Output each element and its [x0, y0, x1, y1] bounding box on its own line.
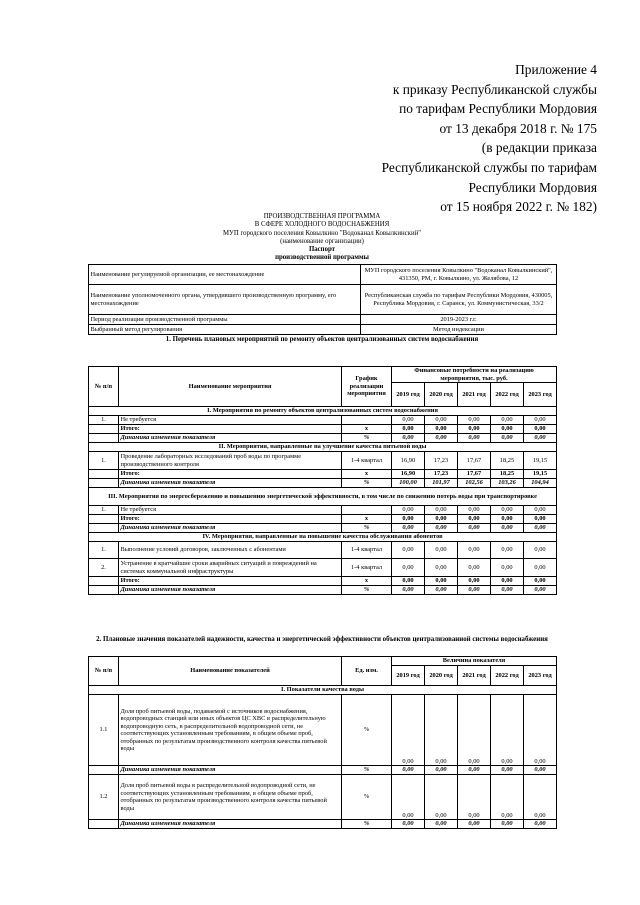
measures-table: [88, 366, 557, 595]
empty-cell: [89, 524, 119, 533]
header-line: Республиканской службы по тарифам: [381, 159, 597, 175]
table-row: [89, 542, 557, 559]
dynamics-label: Динамика изменения показателя: [119, 524, 342, 533]
cell-value: 0,00: [392, 542, 425, 559]
cell-value: 0,00: [524, 542, 557, 559]
empty-cell: [89, 820, 119, 829]
passport-subtitle: производственной программы: [275, 254, 369, 262]
cell-value: 17,23: [425, 470, 458, 479]
cell-value: 0,00: [524, 586, 557, 595]
passport-row: [89, 285, 557, 315]
cell-value: 102,56: [458, 479, 491, 488]
cell-value: 0,00: [425, 695, 458, 766]
cell-value: 0,00: [524, 577, 557, 586]
cell-value: 0,00: [458, 577, 491, 586]
cell-value: 0,00: [458, 559, 491, 577]
cell-value: 0,00: [392, 506, 425, 515]
table-row: [89, 452, 557, 470]
cell-value: 0,00: [425, 820, 458, 829]
cell-value: 16,90: [392, 452, 425, 470]
row-schedule: 1-4 квартал: [342, 542, 392, 559]
group-title: I. Мероприятия по ремонту объектов централизованных систем водоснабжения: [89, 407, 557, 416]
row-num: 1.: [89, 506, 119, 515]
group-title-row: [89, 407, 557, 416]
cell-value: 0,00: [392, 425, 425, 434]
table-row: [89, 775, 557, 820]
empty-cell: [89, 434, 119, 443]
cell-value: 0,00: [458, 820, 491, 829]
cell-value: 0,00: [425, 434, 458, 443]
cell-value: 0,00: [458, 524, 491, 533]
cell-value: 0,00: [392, 586, 425, 595]
cell-value: 0,00: [458, 506, 491, 515]
header-line: от 15 ноября 2022 г. № 182): [440, 199, 597, 215]
col-value: Величина показателя: [392, 657, 557, 666]
dynamics-row: [89, 524, 557, 533]
total-row: [89, 425, 557, 434]
table-row: [89, 506, 557, 515]
group-title-row: [89, 686, 557, 695]
row-name: Доля проб питьевой воды в распределительной водопроводной сети, не соответствующих установленным требованиям, в общем объеме проб, отобранных по результатам производственного контроля качества питьевой воды: [119, 775, 342, 820]
passport-value: 2019-2023 г.г.: [361, 315, 557, 325]
header-line: Приложение 4: [515, 62, 597, 77]
program-title: ПРОИЗВОДСТВЕННАЯ ПРОГРАММА: [263, 213, 381, 220]
passport-value: Республиканская служба по тарифам Республики Мордовия, 430005, Республика Мордовия, г. Саранск, ул. Коммунистическая, 33/2: [361, 285, 557, 315]
group-title-row: [89, 533, 557, 542]
col-year: 2021 год: [458, 666, 491, 686]
cell-value: 0,00: [392, 416, 425, 425]
col-year: 2020 год: [425, 383, 458, 407]
cell-value: 0,00: [491, 820, 524, 829]
total-label: Итого:: [119, 577, 342, 586]
col-year: 2023 год: [524, 383, 557, 407]
cell-value: 0,00: [491, 515, 524, 524]
passport-row: [89, 315, 557, 325]
dynamics-label: Динамика изменения показателя: [119, 766, 342, 775]
cell-value: 18,25: [491, 452, 524, 470]
cell-value: 0,00: [458, 515, 491, 524]
cell-value: 0,00: [524, 695, 557, 766]
cell-value: 17,67: [458, 452, 491, 470]
cell-value: 0,00: [458, 775, 491, 820]
cell-value: 0,00: [491, 766, 524, 775]
cell-value: 0,00: [425, 542, 458, 559]
row-unit: %: [342, 695, 392, 766]
passport-row: [89, 265, 557, 285]
cell-value: 0,00: [524, 425, 557, 434]
total-row: [89, 470, 557, 479]
cell-value: 0,00: [491, 577, 524, 586]
passport-label: Наименование уполномоченного органа, утвердившего производственную программу, его местонахождение: [89, 285, 361, 315]
group-title: IV. Мероприятия, направленные на повышение качества обслуживания абонентов: [89, 533, 557, 542]
total-unit: х: [342, 577, 392, 586]
row-name: Проведение лабораторных исследований проб воды по программе производственного контроля: [119, 452, 342, 470]
total-unit: х: [342, 470, 392, 479]
cell-value: 0,00: [524, 515, 557, 524]
section-heading-1: 1. Перечень плановых мероприятий по ремонту объектов централизованных систем водоснабжения: [165, 336, 479, 343]
col-year: 2019 год: [392, 383, 425, 407]
dynamics-row: [89, 766, 557, 775]
row-name: Не требуется: [119, 506, 342, 515]
section-heading-2: 2. Плановые значения показателей надежности, качества и энергетической эффективности объектов централизованной системы водоснабжения: [96, 636, 548, 643]
indicators-table: [88, 656, 557, 829]
cell-value: 100,00: [392, 479, 425, 488]
cell-value: 19,15: [524, 470, 557, 479]
passport-row: [89, 325, 557, 335]
cell-value: 0,00: [491, 559, 524, 577]
total-label: Итого:: [119, 470, 342, 479]
row-num: 1.: [89, 452, 119, 470]
passport-table: [88, 264, 557, 335]
passport-label: Выбранный метод регулирования: [89, 325, 361, 335]
dynamics-row: [89, 820, 557, 829]
cell-value: 0,00: [524, 506, 557, 515]
passport-value: Метод индексации: [361, 325, 557, 335]
cell-value: 0,00: [392, 695, 425, 766]
cell-value: 19,15: [524, 452, 557, 470]
cell-value: 0,00: [524, 434, 557, 443]
dynamics-unit: %: [342, 766, 392, 775]
cell-value: 17,23: [425, 452, 458, 470]
cell-value: 0,00: [425, 515, 458, 524]
appendix-header: [267, 60, 597, 217]
total-unit: х: [342, 515, 392, 524]
cell-value: 0,00: [425, 586, 458, 595]
cell-value: 103,26: [491, 479, 524, 488]
header-line: Республики Мордовия: [468, 179, 597, 195]
cell-value: 17,67: [458, 470, 491, 479]
row-num: 1.2: [89, 775, 119, 820]
col-year: 2022 год: [491, 666, 524, 686]
dynamics-label: Динамика изменения показателя: [119, 820, 342, 829]
cell-value: 0,00: [458, 425, 491, 434]
dynamics-label: Динамика изменения показателя: [119, 479, 342, 488]
cell-value: 0,00: [458, 766, 491, 775]
cell-value: 0,00: [392, 775, 425, 820]
cell-value: 0,00: [425, 766, 458, 775]
passport-label: Период реализации производственной программы: [89, 315, 361, 325]
col-year: 2023 год: [524, 666, 557, 686]
empty-cell: [89, 586, 119, 595]
cell-value: 0,00: [458, 695, 491, 766]
dynamics-row: [89, 479, 557, 488]
cell-value: 0,00: [392, 559, 425, 577]
row-schedule: 1-4 квартал: [342, 559, 392, 577]
cell-value: 0,00: [392, 820, 425, 829]
col-year: 2019 год: [392, 666, 425, 686]
cell-value: 0,00: [524, 766, 557, 775]
dynamics-row: [89, 434, 557, 443]
passport-value: МУП городского поселения Ковылкино "Водоканал Ковылкинский", 431350, РМ, г. Ковылкино, ул. Желябова, 12: [361, 265, 557, 285]
total-unit: х: [342, 425, 392, 434]
col-name: Наименование мероприятия: [119, 367, 342, 407]
row-schedule: [342, 416, 392, 425]
cell-value: 0,00: [392, 766, 425, 775]
cell-value: 0,00: [425, 506, 458, 515]
organization-caption: (наименование организации): [280, 237, 364, 245]
row-schedule: 1-4 квартал: [342, 452, 392, 470]
dynamics-unit: %: [342, 524, 392, 533]
empty-cell: [89, 479, 119, 488]
col-year: 2020 год: [425, 666, 458, 686]
group-title: III. Мероприятия по энергосбережению и повышению энергетической эффективности, в том числе по снижению потерь воды при транспортировке: [89, 488, 557, 506]
cell-value: 0,00: [392, 515, 425, 524]
total-label: Итого:: [119, 515, 342, 524]
dynamics-label: Динамика изменения показателя: [119, 586, 342, 595]
row-num: 1.: [89, 542, 119, 559]
table-header-row: [89, 657, 557, 666]
group-title: I. Показатели качества воды: [89, 686, 557, 695]
dynamics-label: Динамика изменения показателя: [119, 434, 342, 443]
header-line: от 13 декабря 2018 г. № 175: [439, 120, 597, 136]
cell-value: 0,00: [491, 425, 524, 434]
cell-value: 0,00: [491, 524, 524, 533]
row-name: Не требуется: [119, 416, 342, 425]
cell-value: 0,00: [491, 586, 524, 595]
col-unit: Ед. изм.: [342, 657, 392, 686]
cell-value: 0,00: [425, 425, 458, 434]
cell-value: 0,00: [491, 506, 524, 515]
organization-name: МУП городского поселения Ковылкино "Водоканал Ковылкинский": [223, 229, 421, 237]
cell-value: 0,00: [392, 577, 425, 586]
dynamics-unit: %: [342, 479, 392, 488]
col-year: 2021 год: [458, 383, 491, 407]
row-name: Доля проб питьевой воды, подаваемой с источников водоснабжения, водопроводных станций или иных объектов ЦС ХВС в распределительную водопроводную сеть, в распределительной водопроводной сети, не соответствующих установленным требованиям, в общем объеме проб, отобранных по результатам производственного контроля качества питьевой воды: [119, 695, 342, 766]
row-name: Выполнение условий договоров, заключенных с абонентами: [119, 542, 342, 559]
header-line: (в редакции приказа: [481, 140, 597, 156]
table-row: [89, 695, 557, 766]
cell-value: 101,97: [425, 479, 458, 488]
row-unit: %: [342, 775, 392, 820]
cell-value: 0,00: [458, 586, 491, 595]
group-title: II. Мероприятия, направленные на улучшение качества питьевой воды: [89, 443, 557, 452]
cell-value: 0,00: [425, 416, 458, 425]
cell-value: 0,00: [491, 416, 524, 425]
dynamics-row: [89, 586, 557, 595]
empty-cell: [89, 470, 119, 479]
cell-value: 0,00: [425, 775, 458, 820]
empty-cell: [89, 425, 119, 434]
cell-value: 0,00: [524, 559, 557, 577]
cell-value: 18,25: [491, 470, 524, 479]
col-num: № п/п: [89, 367, 119, 407]
header-line: по тарифам Республики Мордовия: [399, 101, 597, 117]
row-name: Устранение в кратчайшие сроки аварийных ситуаций и повреждений на системах коммунальной инфраструктуры: [119, 559, 342, 577]
cell-value: 0,00: [491, 542, 524, 559]
dynamics-unit: %: [342, 434, 392, 443]
empty-cell: [89, 577, 119, 586]
cell-value: 0,00: [458, 416, 491, 425]
col-finance: Финансовые потребности на реализацию мероприятия, тыс. руб.: [392, 367, 557, 383]
passport-label: Наименование регулируемой организации, ее местонахождение: [89, 265, 361, 285]
row-num: 1.: [89, 416, 119, 425]
row-schedule: [342, 506, 392, 515]
cell-value: 0,00: [392, 434, 425, 443]
dynamics-unit: %: [342, 586, 392, 595]
cell-value: 0,00: [425, 559, 458, 577]
table-header-row: [89, 367, 557, 383]
col-num: № п/п: [89, 657, 119, 686]
cell-value: 0,00: [491, 775, 524, 820]
cell-value: 0,00: [524, 820, 557, 829]
cell-value: 0,00: [524, 524, 557, 533]
cell-value: 0,00: [425, 524, 458, 533]
cell-value: 0,00: [524, 416, 557, 425]
empty-cell: [89, 766, 119, 775]
col-schedule: График реализации мероприятия: [342, 367, 392, 407]
group-title-row: [89, 488, 557, 506]
row-num: 2.: [89, 559, 119, 577]
cell-value: 104,94: [524, 479, 557, 488]
dynamics-unit: %: [342, 820, 392, 829]
cell-value: 0,00: [458, 542, 491, 559]
cell-value: 0,00: [392, 524, 425, 533]
group-title-row: [89, 443, 557, 452]
table-row: [89, 416, 557, 425]
total-row: [89, 515, 557, 524]
col-year: 2022 год: [491, 383, 524, 407]
cell-value: 0,00: [491, 695, 524, 766]
cell-value: 0,00: [458, 434, 491, 443]
col-name: Наименование показателей: [119, 657, 342, 686]
total-row: [89, 577, 557, 586]
header-line: к приказу Республиканской службы: [392, 81, 597, 97]
program-titles: [88, 213, 556, 263]
row-num: 1.1: [89, 695, 119, 766]
empty-cell: [89, 515, 119, 524]
passport-title: Паспорт: [308, 246, 336, 254]
cell-value: 0,00: [524, 775, 557, 820]
cell-value: 0,00: [491, 434, 524, 443]
cell-value: 0,00: [425, 577, 458, 586]
cell-value: 16,90: [392, 470, 425, 479]
total-label: Итого:: [119, 425, 342, 434]
program-subtitle: В СФЕРЕ ХОЛОДНОГО ВОДОСНАБЖЕНИЯ: [254, 221, 390, 229]
table-row: [89, 559, 557, 577]
